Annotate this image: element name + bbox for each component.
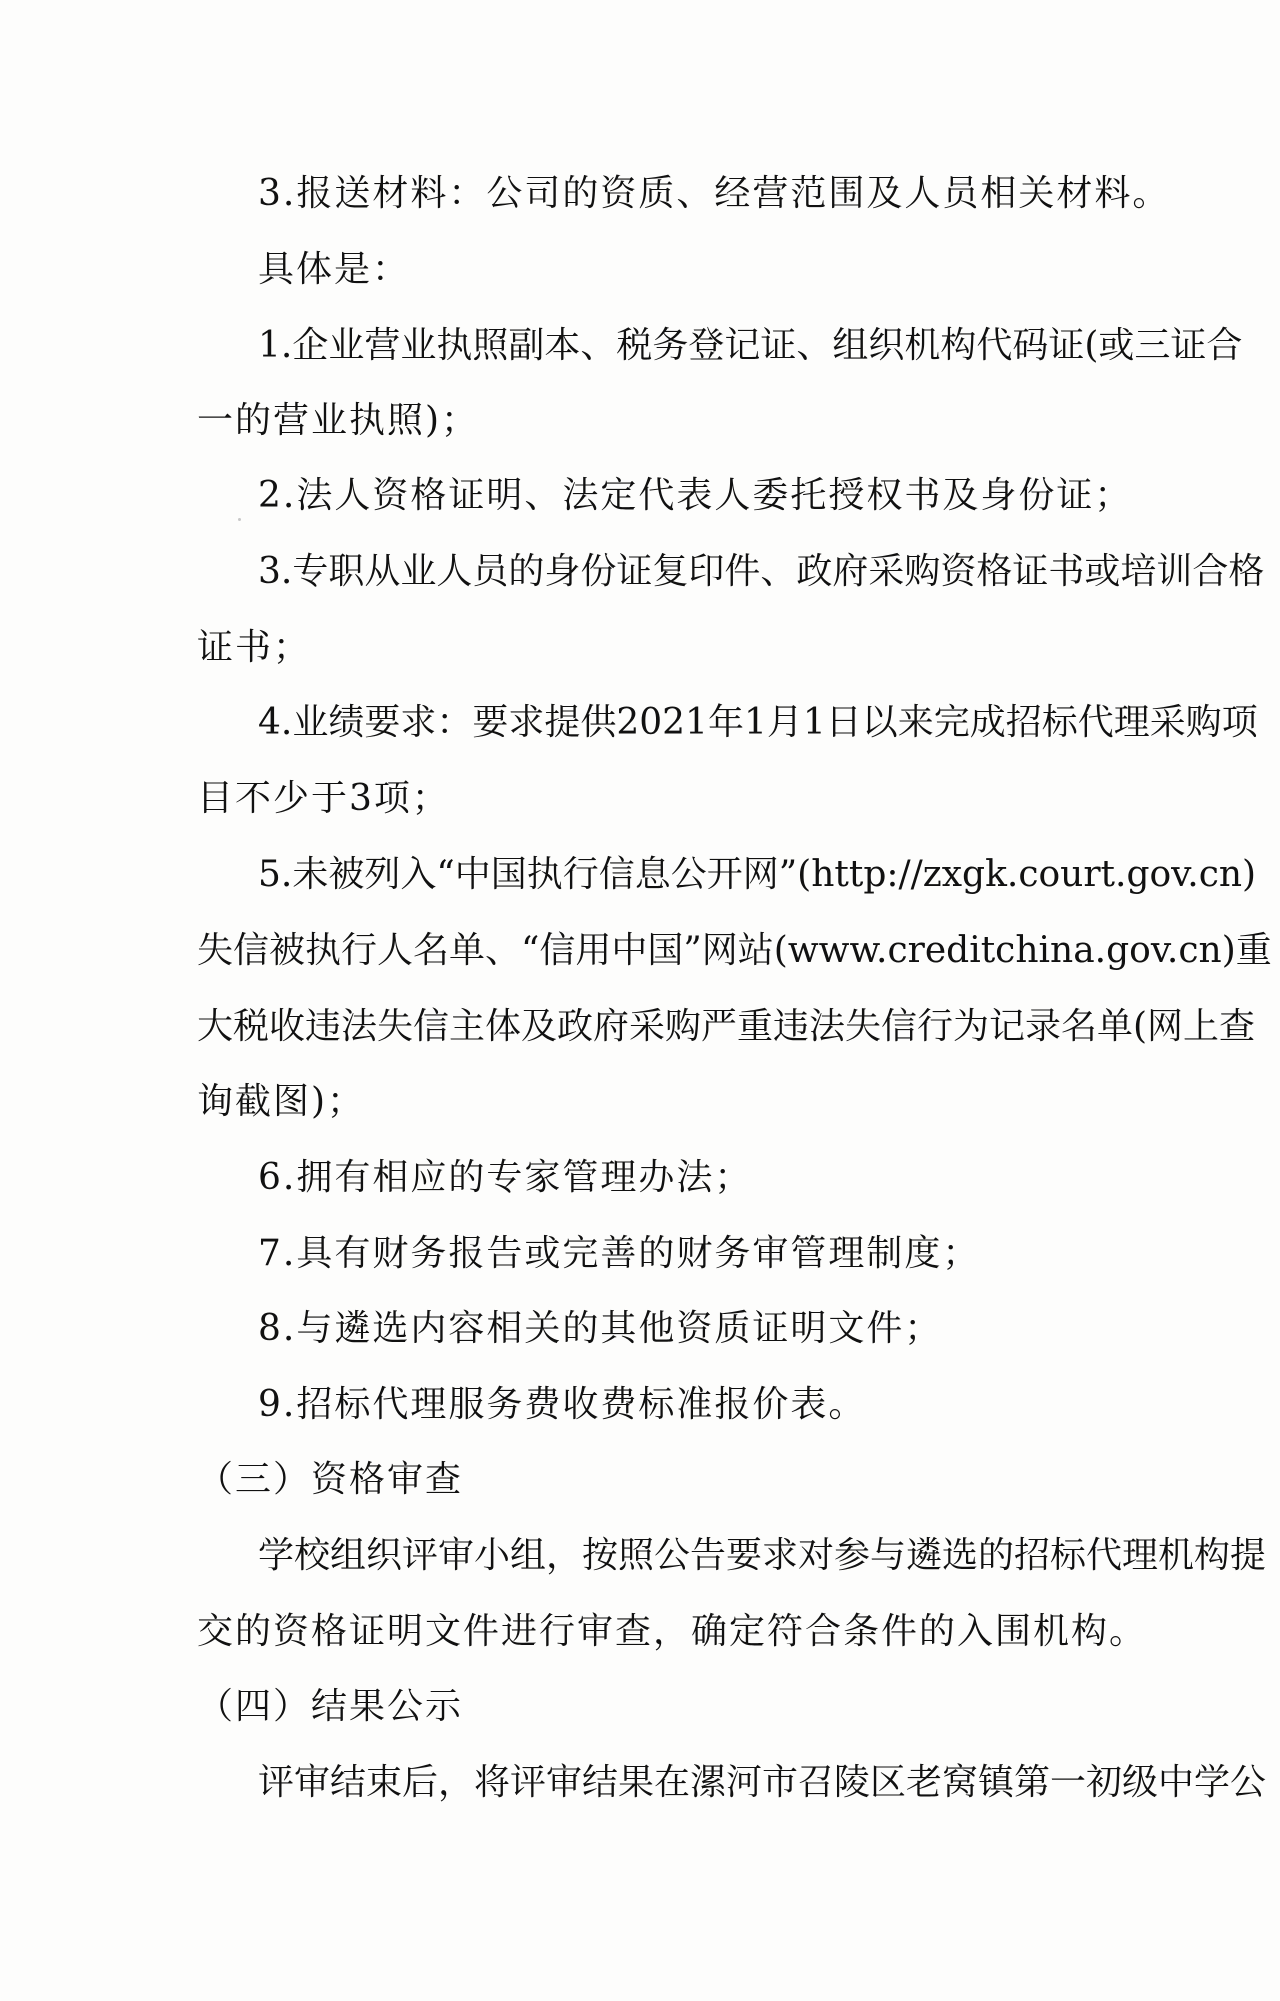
text-line-item-5: 5.未被列入“中国执行信息公开网”(http://zxgk.court.gov.cn) xyxy=(258,854,1257,895)
text-line-item-1: 1.企业营业执照副本、税务登记证、组织机构代码证(或三证合 xyxy=(258,325,1243,366)
section-heading-qualification-review: （三）资格审查 xyxy=(197,1459,464,1500)
text-line-item-2: 2.法人资格证明、法定代表人委托授权书及身份证； xyxy=(258,475,1133,516)
text-line-item-9: 9.招标代理服务费收费标准报价表。 xyxy=(258,1384,867,1425)
text-line-materials: 3.报送材料：公司的资质、经营范围及人员相关材料。 xyxy=(258,173,1171,214)
text-line-item-4-cont: 目不少于3项； xyxy=(197,778,450,819)
text-line-item-8: 8.与遴选内容相关的其他资质证明文件； xyxy=(258,1308,943,1349)
text-line-review-1: 学校组织评审小组，按照公告要求对参与遴选的招标代理机构提 xyxy=(258,1535,1267,1576)
text-line-item-3: 3.专职从业人员的身份证复印件、政府采购资格证书或培训合格 xyxy=(258,551,1265,592)
text-line-item-5-cont-1: 失信被执行人名单、“信用中国”网站(www.creditchina.gov.cn)重 xyxy=(197,930,1272,971)
scan-speck xyxy=(238,518,241,521)
text-line-item-5-cont-3: 询截图)； xyxy=(197,1081,366,1122)
text-line-item-6: 6.拥有相应的专家管理办法； xyxy=(258,1157,753,1198)
text-line-specifics: 具体是： xyxy=(258,249,411,290)
text-line-result-1: 评审结束后，将评审结果在漯河市召陵区老窝镇第一初级中学公 xyxy=(258,1762,1267,1803)
text-line-item-3-cont: 证书； xyxy=(197,627,312,668)
text-line-item-5-cont-2: 大税收违法失信主体及政府采购严重违法失信行为记录名单(网上查 xyxy=(197,1006,1256,1047)
section-heading-result-publicity: （四）结果公示 xyxy=(197,1686,464,1727)
text-line-item-7: 7.具有财务报告或完善的财务审管理制度； xyxy=(258,1233,981,1274)
text-line-item-4: 4.业绩要求：要求提供2021年1月1日以来完成招标代理采购项 xyxy=(258,702,1258,743)
text-line-item-1-cont: 一的营业执照)； xyxy=(197,400,480,441)
text-line-review-2: 交的资格证明文件进行审查，确定符合条件的入围机构。 xyxy=(197,1611,1148,1652)
